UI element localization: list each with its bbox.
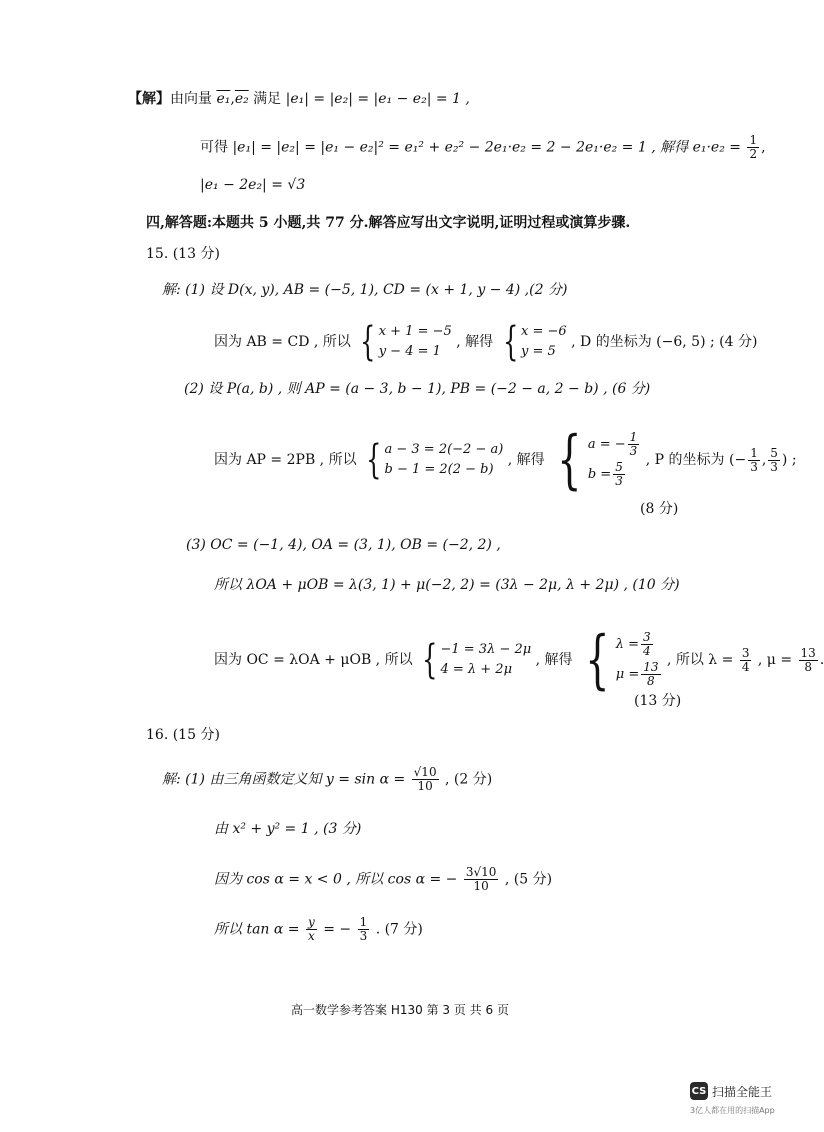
- half-fraction: $\frac{1}{2}$: [749, 133, 758, 161]
- q15-p3-score: (13 分): [634, 693, 682, 709]
- q15-p2-score: (8 分): [640, 501, 679, 517]
- q15-p2-pre: 因为 AP = 2PB , 所以: [214, 452, 357, 468]
- sol14-eq2: |e₁| = |e₂| = |e₁ − e₂|² = e₁² + e₂² − 2e₁·e₂ = 2 − 2e₁·e₂ = 1 , 解得 e₁·e₂ =: [232, 139, 741, 156]
- q16-header: 16. (15 分): [146, 727, 220, 743]
- solution-tag: 【解】: [128, 91, 170, 107]
- sol14-mid: 满足: [253, 91, 282, 107]
- vec-e1: e₁: [216, 91, 231, 107]
- scanner-logo: [690, 1082, 772, 1100]
- q16-line-4: 所以 tan α = $\frac{y}{x}$ = − $\frac{1}{3}$ . (7 分): [214, 915, 423, 943]
- q15-p3-line-c: 因为 OC = λOA + μOB , 所以 { −1 = 3λ − 2μ 4 = λ + 2μ , 解得 { λ = $\frac{3}{4}$ μ = $\frac{13}{8}$ , 所以 λ = $\frac{3}{4}$ , μ = $\frac{13}{8}$ .: [214, 623, 824, 697]
- sol14-eq3: |e₁ − 2e₂| = √3: [200, 177, 306, 193]
- q15-p1-pre: 因为 AB = CD , 所以: [214, 334, 351, 350]
- sol14-line-2: 可得 |e₁| = |e₂| = |e₁ − e₂|² = e₁² + e₂² − 2e₁·e₂ = 2 − 2e₁·e₂ = 1 , 解得 e₁·e₂ = $\frac{1}{2}$ ,: [200, 133, 766, 161]
- page-footer: 高一数学参考答案 H130 第 3 页 共 6 页: [291, 1003, 509, 1017]
- q15-p3-pre: 因为 OC = λOA + μOB , 所以: [214, 652, 413, 668]
- sol14-line-1: 【解】由向量 e₁,e₂ 满足 |e₁| = |e₂| = |e₁ − e₂| = 1 ,: [128, 91, 470, 107]
- q15-header: 15. (13 分): [146, 246, 220, 262]
- equation-system-4: { a = − $\frac{1}{3}$ b = $\frac{5}{3}$: [557, 423, 638, 497]
- q15-p1-line-b: [214, 319, 758, 365]
- section-title: 四,解答题:本题共 5 小题,共 77 分.解答应写出文字说明,证明过程或演算步骤.: [146, 215, 631, 231]
- q15-p1-mid: , 解得: [456, 334, 494, 350]
- equation-system-3: { a − 3 = 2(−2 − a) b − 1 = 2(2 − b): [366, 437, 504, 483]
- scanner-subtitle: 3亿人都在用的扫描App: [690, 1106, 775, 1115]
- equation-system-6: { λ = $\frac{3}{4}$ μ = $\frac{13}{8}$: [585, 623, 659, 697]
- q16-line-3: 因为 cos α = x < 0 , 所以 cos α = − $\frac{3√10}{10}$ , (5 分): [214, 865, 553, 893]
- q15-p1-line-a: 解: (1) 设 D(x, y), AB = (−5, 1), CD = (x + 1, y − 4) ,(2 分): [162, 282, 568, 298]
- cs-logo-icon: CS: [690, 1082, 708, 1100]
- sol14-text: 由向量: [170, 91, 212, 107]
- sol14-eq1: |e₁| = |e₂| = |e₁ − e₂| = 1 ,: [285, 91, 470, 107]
- q15-p3-post1: , 所以 λ =: [666, 652, 734, 668]
- q15-p1-post: , D 的坐标为 (−6, 5) ; (4 分): [571, 334, 758, 350]
- q15-p2-line-b: 因为 AP = 2PB , 所以 { a − 3 = 2(−2 − a) b − 1 = 2(2 − b) , 解得 { a = − $\frac{1}{3}$ b = $\frac{5}{3}$ , P 的坐标为 (− $\frac{1}{3}$ , $\frac{5}{3}$ ) ;: [214, 423, 797, 497]
- equation-system-5: { −1 = 3λ − 2μ 4 = λ + 2μ: [422, 637, 532, 683]
- q15-p2-mid: , 解得: [507, 452, 545, 468]
- q15-p2-line-a: (2) 设 P(a, b) , 则 AP = (a − 3, b − 1), PB = (−2 − a, 2 − b) , (6 分): [184, 381, 651, 397]
- scanner-name: 扫描全能王: [712, 1084, 773, 1099]
- sol14-text2: 可得: [200, 139, 228, 156]
- q15-p3-mid: , 解得: [535, 652, 573, 668]
- q15-p2-post: , P 的坐标为: [645, 452, 725, 468]
- q16-line-1: 解: (1) 由三角函数定义知 y = sin α = $\frac{√10}{10}$ , (2 分): [162, 765, 493, 793]
- q16-line-2: 由 x² + y² = 1 , (3 分): [214, 821, 362, 837]
- equation-system-1: { x + 1 = −5 y − 4 = 1: [360, 319, 452, 365]
- q15-p3-line-b: 所以 λOA + μOB = λ(3, 1) + μ(−2, 2) = (3λ − 2μ, λ + 2μ) , (10 分): [214, 577, 680, 593]
- equation-system-2: { x = −6 y = 5: [502, 319, 567, 365]
- q15-p3-post2: , μ =: [757, 652, 793, 668]
- q15-p3-line-a: (3) OC = (−1, 4), OA = (3, 1), OB = (−2, 2) ,: [186, 537, 501, 553]
- sol14-line-3: [200, 174, 305, 196]
- vec-e2: e₂: [234, 91, 249, 107]
